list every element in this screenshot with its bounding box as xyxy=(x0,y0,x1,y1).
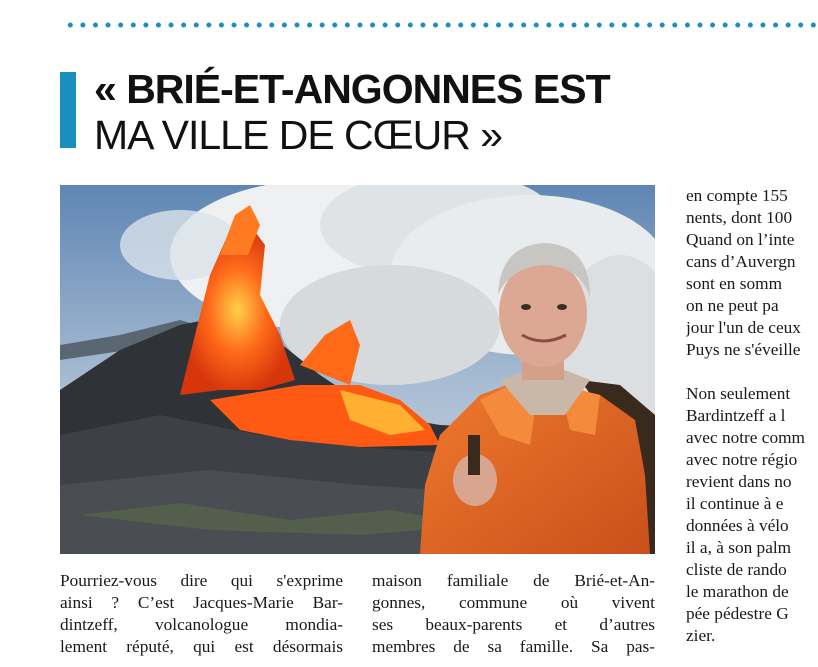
text-line: Bardintzeff a l xyxy=(686,406,786,425)
text-line: dintzeff, volcanologue mondia- xyxy=(60,615,343,634)
text-line: Non seulement xyxy=(686,384,791,403)
text-line: pée pédestre G xyxy=(686,604,789,623)
text-line: membres de sa famille. Sa pas- xyxy=(372,637,655,656)
text-line: zier. xyxy=(686,626,716,645)
article-title xyxy=(94,66,794,158)
text-line: cliste de rando xyxy=(686,560,787,579)
text-line: le marathon de xyxy=(686,582,789,601)
text-line: Quand on l’inte xyxy=(686,230,795,249)
text-line: maison familiale de Brié-et-An- xyxy=(372,571,655,590)
text-column-1 xyxy=(60,570,343,658)
text-line: gonnes, commune où vivent xyxy=(372,593,655,612)
text-line: Pourriez-vous dire qui s'exprime xyxy=(60,571,343,590)
text-line: sont en somm xyxy=(686,274,783,293)
title-line-2: MA VILLE DE CŒUR » xyxy=(94,112,503,158)
paragraph-gap xyxy=(686,361,818,383)
dotted-rule xyxy=(64,20,818,30)
text-line: avec notre comm xyxy=(686,428,805,447)
text-line: cans d’Auvergn xyxy=(686,252,796,271)
text-line: avec notre régio xyxy=(686,450,798,469)
text-line: on ne peut pa xyxy=(686,296,779,315)
title-accent-bar xyxy=(60,72,76,148)
text-line: nents, dont 100 xyxy=(686,208,793,227)
text-line: ainsi ? C’est Jacques-Marie Bar- xyxy=(60,593,343,612)
text-line: il a, à son palm xyxy=(686,538,792,557)
article-photo xyxy=(60,185,655,554)
text-column-2 xyxy=(372,570,655,658)
text-line: Puys ne s'éveille xyxy=(686,340,801,359)
volcano-portrait-photo xyxy=(60,185,655,554)
text-line: ses beaux-parents et d’autres xyxy=(372,615,655,634)
text-line: jour l'un de ceux xyxy=(686,318,801,337)
text-line: revient dans no xyxy=(686,472,792,491)
title-line-1: « BRIÉ-ET-ANGONNES EST xyxy=(94,66,610,112)
text-line: lement réputé, qui est désormais xyxy=(60,637,343,656)
text-line: données à vélo xyxy=(686,516,789,535)
text-column-3 xyxy=(686,185,818,647)
text-line: en compte 155 xyxy=(686,186,788,205)
text-line: il continue à e xyxy=(686,494,784,513)
